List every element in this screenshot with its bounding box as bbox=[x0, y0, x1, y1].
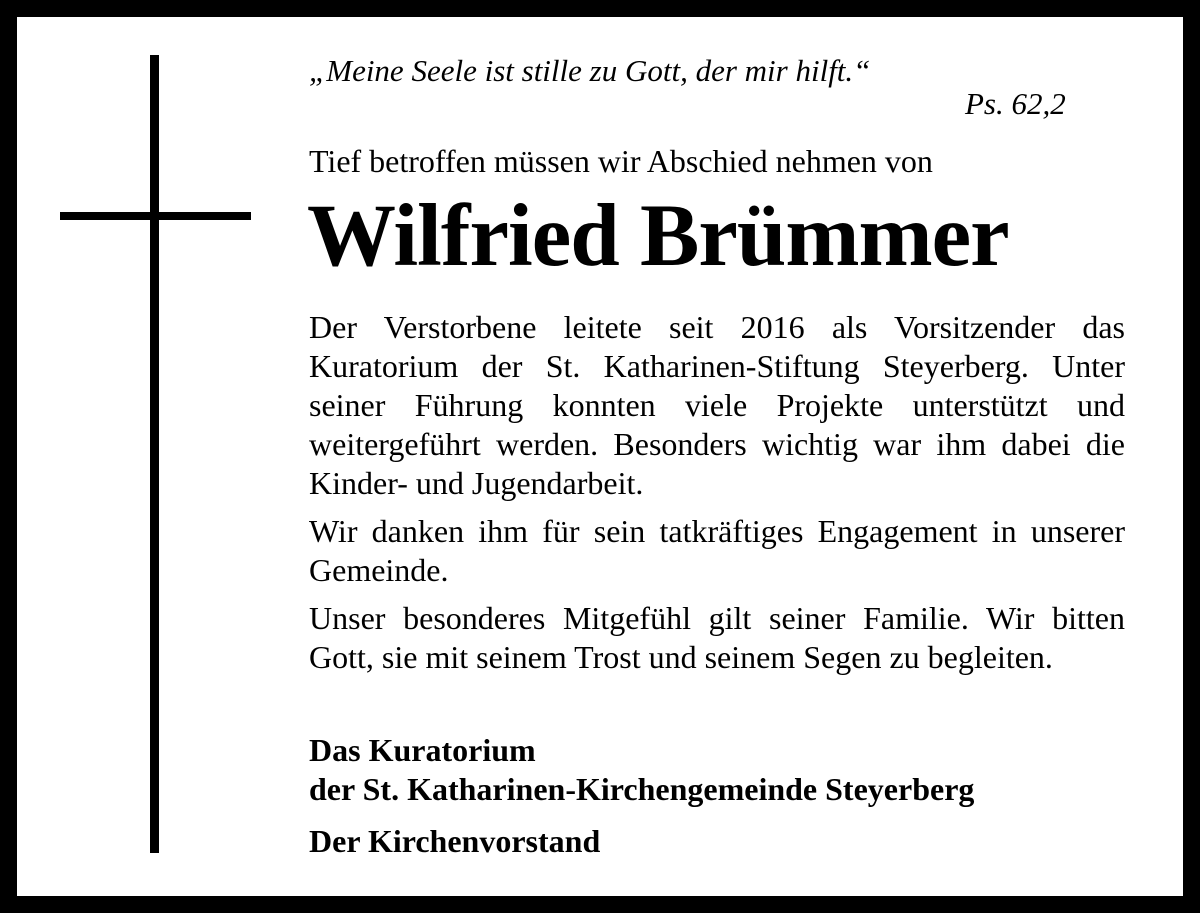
paragraph-thanks: Wir danken ihm für sein tatkräftiges Engagement in unserer Gemeinde. bbox=[309, 513, 1125, 588]
signature-block bbox=[309, 731, 974, 809]
bible-quote: „Meine Seele ist stille zu Gott, der mir hilft.“ bbox=[309, 53, 871, 88]
obituary-body bbox=[309, 308, 1125, 686]
signature-parish-name: der St. Katharinen-Kirchengemeinde Steyerberg bbox=[309, 771, 975, 807]
cross-horizontal-bar bbox=[60, 212, 251, 220]
cross-vertical-bar bbox=[150, 55, 159, 853]
paragraph-tenure: Der Verstorbene leitete seit 2016 als Vorsitzender das Kuratorium der St. Katharinen-Stiftung Steyerberg. Unter seiner Führung konnten viele Projekte unterstützt und weitergeführt werden. Besonders wichtig war ihm dabei die Kinder- und Jugendarbeit. bbox=[309, 309, 1125, 501]
signature-board-name: Das Kuratorium bbox=[309, 732, 536, 768]
bible-quote-reference: Ps. 62,2 bbox=[965, 86, 1066, 121]
paragraph-condolences: Unser besonderes Mitgefühl gilt seiner Familie. Wir bitten Gott, sie mit seinem Trost und seinem Segen zu begleiten. bbox=[309, 600, 1125, 675]
signature-church-council: Der Kirchenvorstand bbox=[309, 823, 601, 859]
intro-line: Tief betroffen müssen wir Abschied nehmen von bbox=[309, 143, 933, 179]
deceased-name: Wilfried Brümmer bbox=[307, 187, 1009, 285]
